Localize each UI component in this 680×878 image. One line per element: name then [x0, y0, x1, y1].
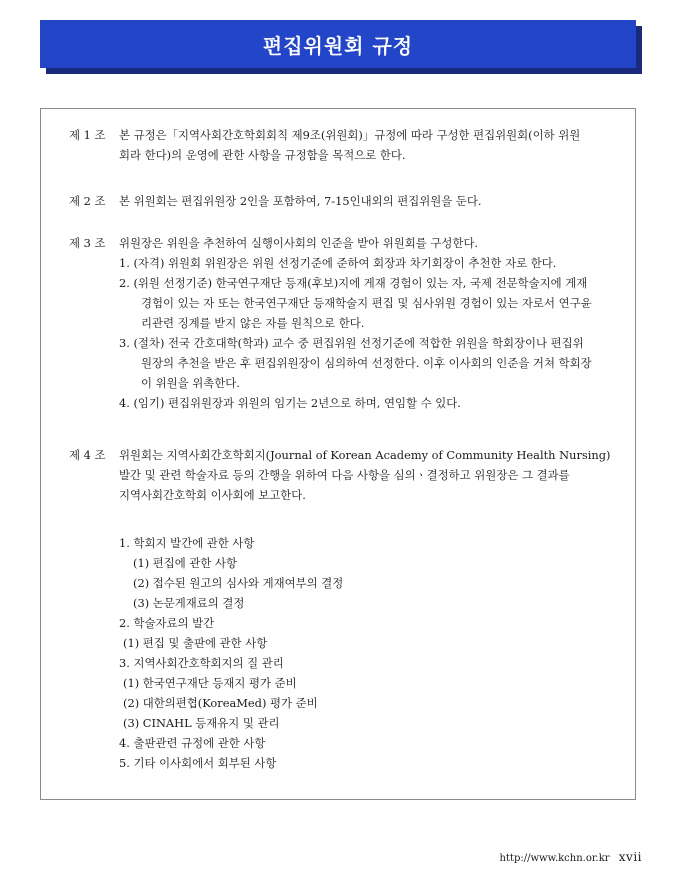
article-line: 회라 한다)의 운영에 관한 사항을 규정함을 목적으로 한다. — [119, 148, 406, 162]
article-line: 경험이 있는 자 또는 한국연구재단 등재학술지 편집 및 심사위원 경험이 있는 자로서 연구윤 — [141, 296, 592, 310]
list-item: (3) 논문게재료의 결정 — [133, 596, 245, 610]
article-number: 제 1 조 — [69, 128, 106, 142]
article-line: 리관련 징계를 받지 않은 자를 원칙으로 한다. — [141, 316, 365, 330]
article-line: 4. (임기) 편집위원장과 위원의 임기는 2년으로 하며, 연임할 수 있다. — [119, 396, 461, 410]
list-item: (1) 편집 및 출판에 관한 사항 — [123, 636, 268, 650]
article-line: 위원회는 지역사회간호학회지(Journal of Korean Academy of Community Health Nursing) — [119, 448, 611, 462]
title-banner — [40, 20, 636, 68]
title-banner-main — [40, 20, 636, 68]
list-item: (1) 편집에 관한 사항 — [133, 556, 238, 570]
regulation-box — [40, 108, 636, 800]
list-item: (2) 대한의편협(KoreaMed) 평가 준비 — [123, 696, 318, 710]
article-line: 지역사회간호학회 이사회에 보고한다. — [119, 488, 306, 502]
list-item: 5. 기타 이사회에서 회부된 사항 — [119, 756, 277, 770]
article-line: 1. (자격) 위원회 위원장은 위원 선정기준에 준하여 회장과 차기회장이 추천한 자로 한다. — [119, 256, 557, 270]
page-number: xvii — [618, 850, 642, 864]
footer-url: http://www.kchn.or.kr — [499, 853, 610, 864]
list-item: (2) 접수된 원고의 심사와 게재여부의 결정 — [133, 576, 344, 590]
article-number: 제 4 조 — [69, 448, 106, 462]
list-item: (3) CINAHL 등재유지 및 관리 — [123, 716, 280, 730]
article-line: 2. (위원 선정기준) 한국연구재단 등재(후보)지에 게재 경험이 있는 자, 국제 전문학술지에 게재 — [119, 276, 588, 290]
article-number: 제 3 조 — [69, 236, 106, 250]
article-line: 원장의 추천을 받은 후 편집위원장이 심의하여 선정한다. 이후 이사회의 인준을 거쳐 학회장 — [141, 356, 592, 370]
list-item: 4. 출판관련 규정에 관한 사항 — [119, 736, 266, 750]
list-item: 2. 학술자료의 발간 — [119, 616, 215, 630]
article-body — [119, 191, 629, 211]
article-line: 위원장은 위원을 추천하여 실행이사회의 인준을 받아 위원회를 구성한다. — [119, 236, 479, 250]
article-line: 발간 및 관련 학술자료 등의 간행을 위하여 다음 사항을 심의ㆍ결정하고 위원장은 그 결과를 — [119, 468, 570, 482]
article-body — [119, 445, 629, 773]
article-number: 제 2 조 — [69, 194, 106, 208]
article-body — [119, 233, 629, 413]
article-line: 3. (절차) 전국 간호대학(학과) 교수 중 편집위원 선정기준에 적합한 위원을 학회장이나 편집위 — [119, 336, 584, 350]
list-item: (1) 한국연구재단 등재지 평가 준비 — [123, 676, 297, 690]
page-title: 편집위원회 규정 — [262, 33, 414, 58]
article-line: 이 위원을 위촉한다. — [141, 376, 240, 390]
article-body — [119, 125, 629, 165]
article-line: 본 규정은「지역사회간호학회회칙 제9조(위원회)」규정에 따라 구성한 편집위원회(이하 위원 — [119, 128, 581, 142]
article-line: 본 위원회는 편집위원장 2인을 포함하여, 7-15인내외의 편집위원을 둔다. — [119, 194, 482, 208]
page-footer — [499, 850, 642, 864]
list-item: 3. 지역사회간호학회지의 질 관리 — [119, 656, 284, 670]
list-item: 1. 학회지 발간에 관한 사항 — [119, 536, 255, 550]
